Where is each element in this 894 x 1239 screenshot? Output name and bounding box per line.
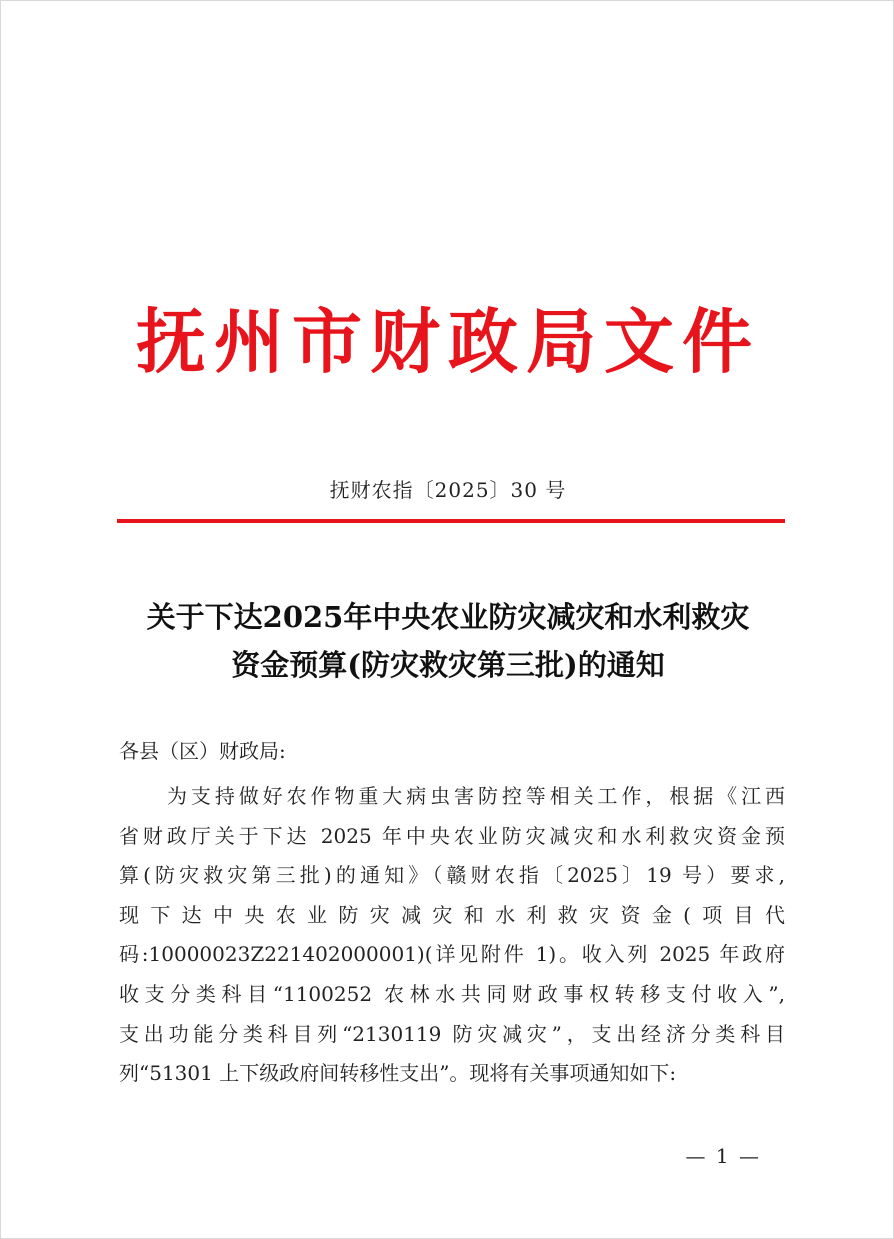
body-line: 码:10000023Z221402000001)(详见附件 1)。收入列 2025 年政府 xyxy=(119,942,785,967)
masthead-title: 抚州市财政局文件 xyxy=(136,300,760,383)
salutation: 各县（区）财政局: xyxy=(119,739,286,763)
body-line: 列“51301 上下级政府间转移性支出”。现将有关事项通知如下: xyxy=(119,1061,677,1086)
document-number: 抚财农指〔2025〕30 号 xyxy=(329,478,567,502)
notice-title-line-1: 关于下达2025年中央农业防灾减灾和水利救灾 xyxy=(146,600,750,634)
notice-title xyxy=(111,593,785,689)
body-line: 省财政厅关于下达 2025 年中央农业防灾减灾和水利救灾资金预 xyxy=(119,823,785,848)
body-line: 收支分类科目“1100252 农林水共同财政事权转移支付收入”, xyxy=(119,981,785,1006)
body-line: 支出功能分类科目列“2130119 防灾减灾”，支出经济分类科目 xyxy=(119,1021,785,1046)
body-paragraph xyxy=(119,777,785,1094)
notice-title-line-2: 资金预算(防灾救灾第三批)的通知 xyxy=(231,648,665,682)
body-line: 为支持做好农作物重大病虫害防控等相关工作，根据《江西 xyxy=(167,784,785,808)
red-divider-rule xyxy=(117,519,785,523)
body-line: 现下达中央农业防灾减灾和水利救灾资金(项目代 xyxy=(119,902,785,927)
page-number: — 1 — xyxy=(685,1144,761,1168)
body-line: 算(防灾救灾第三批)的通知》（赣财农指〔2025〕19 号）要求, xyxy=(119,863,785,888)
